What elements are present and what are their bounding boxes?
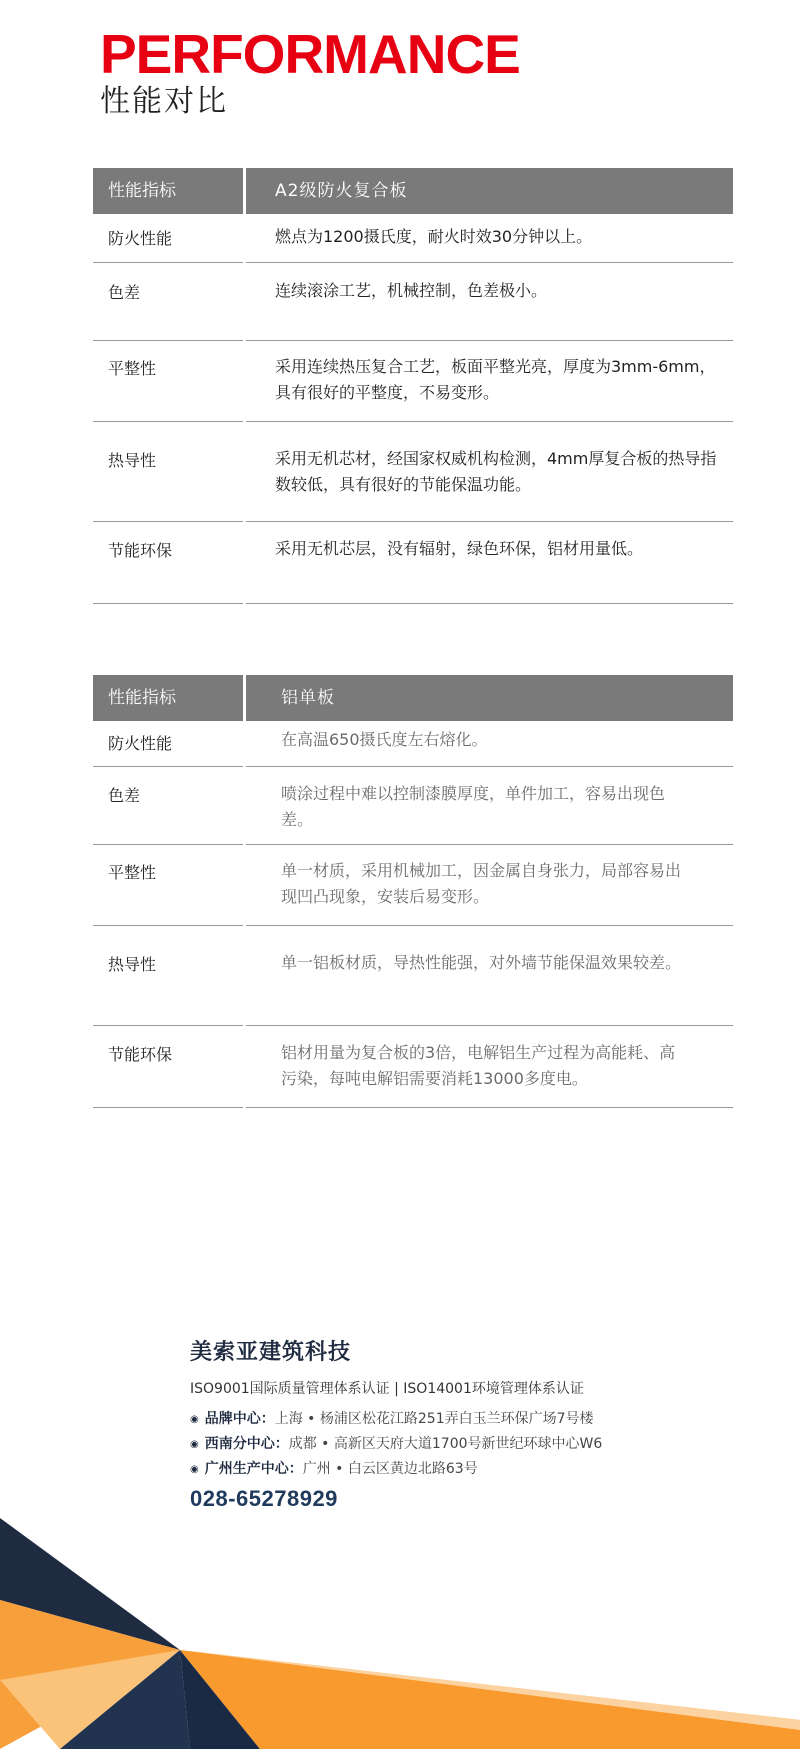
address-label: 西南分中心：: [204, 1436, 289, 1452]
table-row: [93, 926, 733, 1026]
row-key: 防火性能: [108, 734, 173, 753]
row-divider: [93, 1107, 243, 1108]
address-item: [190, 1457, 750, 1482]
address-label: 广州生产中心：: [204, 1461, 303, 1477]
address-list: [190, 1407, 750, 1482]
table-row: [93, 422, 733, 522]
bullet-icon: ◉: [190, 1464, 199, 1475]
page-title: PERFORMANCE: [100, 23, 520, 85]
table-header: [93, 675, 733, 721]
table-header-col2: 铝单板: [281, 688, 335, 708]
table-row: [93, 263, 733, 341]
table-header: [93, 168, 733, 214]
row-value: 在高温650摄氏度左右熔化。: [281, 730, 488, 749]
table-row: [93, 1026, 733, 1108]
address-text: 广州 • 白云区黄边北路63号: [302, 1461, 478, 1477]
decorative-shapes: [0, 1480, 800, 1749]
header-separator: [243, 675, 246, 721]
row-key: 防火性能: [108, 229, 173, 248]
row-value: 铝材用量为复合板的3倍，电解铝生产过程为高能耗、高污染，每吨电解铝需要消耗13000多度电。: [281, 1043, 676, 1088]
address-item: [190, 1432, 750, 1457]
header-separator: [243, 168, 246, 214]
bullet-icon: ◉: [190, 1414, 199, 1425]
row-key: 节能环保: [108, 541, 173, 560]
address-text: 上海 • 杨浦区松花江路251弄白玉兰环保广场7号楼: [274, 1411, 594, 1427]
certifications: ISO9001国际质量管理体系认证 | ISO14001环境管理体系认证: [190, 1381, 584, 1397]
row-value: 喷涂过程中难以控制漆膜厚度，单件加工，容易出现色差。: [281, 784, 666, 829]
row-value: 采用无机芯层，没有辐射，绿色环保，铝材用量低。: [275, 539, 644, 558]
bullet-icon: ◉: [190, 1439, 199, 1450]
row-key: 热导性: [108, 451, 157, 470]
row-value: 采用无机芯材，经国家权威机构检测，4mm厚复合板的热导指数较低，具有很好的节能保温功能。: [275, 449, 717, 494]
table-row: [93, 767, 733, 845]
row-key: 平整性: [108, 359, 157, 378]
table-row: [93, 214, 733, 263]
row-divider: [246, 1107, 733, 1108]
table-row: [93, 522, 733, 604]
row-divider: [246, 603, 733, 604]
row-value: 燃点为1200摄氏度，耐火时效30分钟以上。: [275, 227, 593, 246]
row-value: 采用连续热压复合工艺，板面平整光亮，厚度为3mm-6mm，具有很好的平整度，不易变形。: [275, 357, 716, 402]
phone-number[interactable]: 028-65278929: [190, 1486, 338, 1511]
table-row: [93, 845, 733, 926]
row-key: 色差: [108, 786, 141, 805]
address-item: [190, 1407, 750, 1432]
page-subtitle: 性能对比: [100, 84, 228, 119]
company-name: 美索亚建筑科技: [190, 1340, 352, 1365]
row-value: 单一铝板材质，导热性能强，对外墙节能保温效果较差。: [281, 953, 682, 972]
row-key: 色差: [108, 283, 141, 302]
table-row: [93, 341, 733, 422]
table-row: [93, 721, 733, 767]
row-key: 热导性: [108, 955, 157, 974]
orange-wedge: [180, 1650, 800, 1749]
address-label: 品牌中心：: [204, 1411, 275, 1427]
row-value: 单一材质，采用机械加工，因金属自身张力，局部容易出现凹凸现象，安装后易变形。: [281, 861, 682, 906]
table-header-col1: 性能指标: [108, 181, 176, 201]
row-value: 连续滚涂工艺，机械控制，色差极小。: [275, 281, 548, 300]
address-text: 成都 • 高新区天府大道1700号新世纪环球中心W6: [288, 1436, 603, 1452]
row-key: 平整性: [108, 863, 157, 882]
row-key: 节能环保: [108, 1045, 173, 1064]
table-header-col2: A2级防火复合板: [275, 181, 408, 201]
comparison-table-composite: [93, 168, 733, 604]
comparison-table-aluminum: [93, 675, 733, 1108]
table-header-col1: 性能指标: [108, 688, 176, 708]
row-divider: [93, 603, 243, 604]
